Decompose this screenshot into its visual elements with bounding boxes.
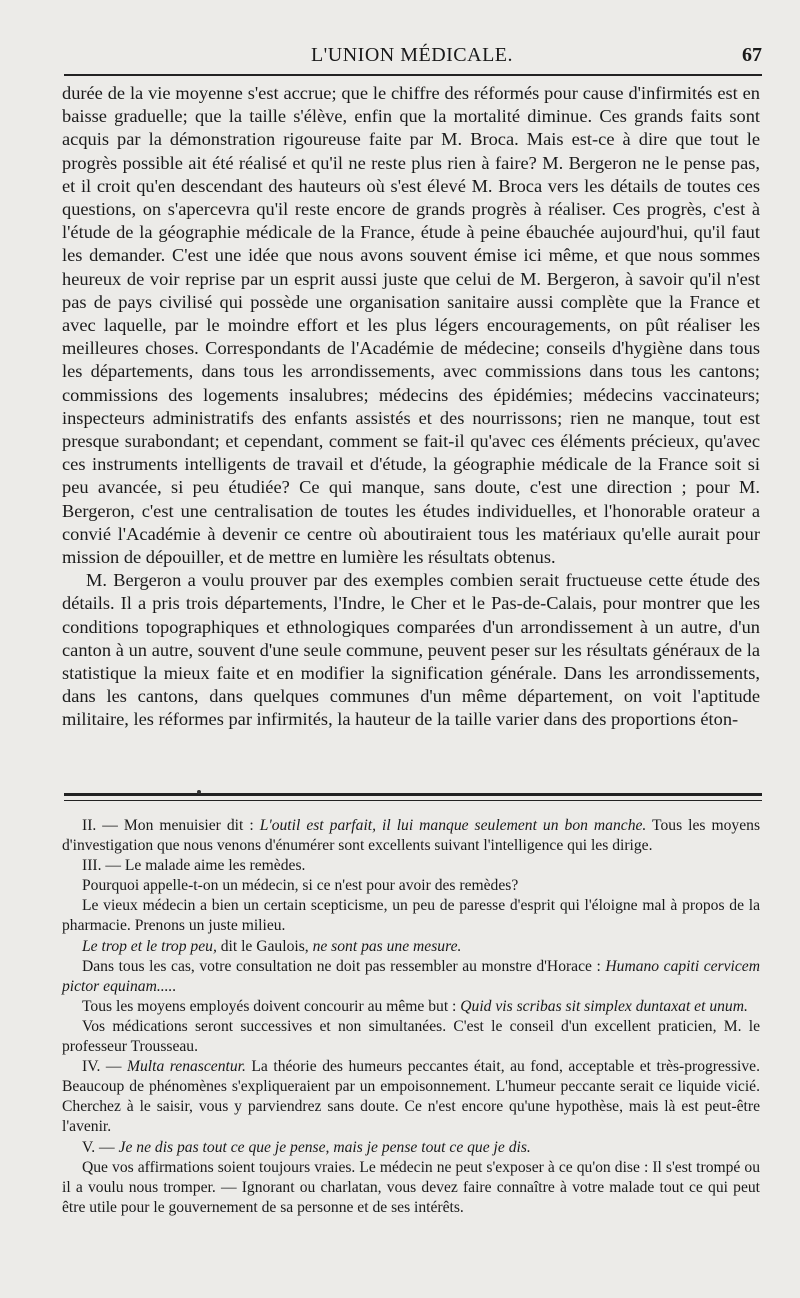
page-number: 67: [742, 44, 762, 66]
note-ii: II. — Mon menuisier dit : L'outil est parfait, il lui manque seulement un bon manche. Tous les moyens d'investigation que nous venons d'énumérer sont excellents suivant l'intelligence qui les dirige.: [62, 817, 761, 855]
note-trousseau: Vos médications seront successives et non simultanées. C'est le conseil d'un excellent praticien, M. le professeur Trousseau.: [62, 1017, 760, 1056]
paragraph-2: M. Bergeron a voulu prouver par des exemples combien serait fructueuse cette étude des détails. Il a pris trois départements, l'Indre, le Cher et le Pas-de-Calais, pour montrer que les conditions topographiques et ethnologiques comparées d'un arrondissement à un autre, d'un canton à un autre, souvent d'une seule commune, peuvent peser sur les résultats généraux de la statistique la mieux faite et en modifier la signification générale. Dans les arrondissements, dans les cantons, dans quelques communes d'un même département, on voit l'aptitude militaire, les réformes par infirmités, la hauteur de la taille varier dans des proportions éton-: [62, 570, 760, 730]
note-iii-question: Pourquoi appelle-t-on un médecin, si ce n'est pour avoir des remèdes?: [82, 877, 519, 895]
feuilleton-notes: [62, 816, 760, 1218]
note-horace: Dans tous les cas, votre consultation ne doit pas ressembler au monstre d'Horace : Humano capiti cervicem pictor equinam.....: [62, 957, 760, 995]
note-iv: IV. — Multa renascentur. La théorie des humeurs peccantes était, au fond, acceptable et très-progressive. Beaucoup de phénomènes s'expliqueraient par un empoisonnement. L'humeur peccante serait ce liquide vicié. Cherchez à le saisir, vous y parviendrez sans doute. Ce n'est encore qu'une hypothèse, mais là est peut-être l'avenir.: [62, 1058, 760, 1136]
note-quid-vis: Tous les moyens employés doivent concourir au même but : Quid vis scribas sit simplex duntaxat et unum.: [82, 997, 748, 1015]
note-gaulois: Le trop et le trop peu, dit le Gaulois, ne sont pas une mesure.: [82, 937, 462, 955]
main-text: [62, 82, 760, 732]
running-title: L'UNION MÉDICALE.: [310, 44, 514, 66]
page-header: [62, 40, 762, 70]
paragraph-1: durée de la vie moyenne s'est accrue; que le chiffre des réformés pour cause d'infirmités est en baisse graduelle; que la taille s'élève, enfin que la mortalité diminue. Ces grands faits sont acquis par la démonstration rigoureuse faite par M. Broca. Mais est-ce à dire que tout le progrès possible ait été réalisé et qu'il ne reste plus rien à faire? M. Bergeron ne le pense pas, et il croit qu'en descendant des hauteurs où s'est élevé M. Broca vers les détails de toutes ces questions, on s'apercevra qu'il reste encore de grands progrès à réaliser. Ces progrès, c'est à l'étude de la géographie médicale de la France, étude à peine ébauchée aujourd'hui, qu'il faut les demander. C'est une idée que nous avons souvent émise ici même, et que nous sommes heureux de voir reprise par un esprit aussi juste que celui de M. Bergeron, à savoir qu'il n'est pas de pays civilisé qui possède une organisation sanitaire aussi complète que la France et avec laquelle, par le moindre effort et les plus légers encouragements, on pût réaliser les meilleures choses. Correspondants de l'Académie de médecine; conseils d'hygiène dans tous les départements, dans tous les arrondissements, avec commissions dans tous les cantons; commissions des logements insalubres; médecins des épidémies; médecins vaccinateurs; inspecteurs administratifs des enfants assistés et des nourrissons; rien ne manque, tout est presque surabondant; et cependant, comment se fait-il qu'avec ces éléments précieux, qu'avec ces instruments intelligents de travail et d'étude, la géographie médicale de la France soit si peu avancée, si peu étudiée? Ce qui manque, sans doute, c'est une direction ; pour M. Bergeron, c'est une centralisation de toutes les études individuelles, et l'honorable orateur a convié l'Académie à devenir ce centre où aboutiraient tous les matériaux qu'elle aurait pour mission de dépouiller, et de mettre en lumière les résultats obtenus.: [62, 83, 760, 568]
note-v-body: Que vos affirmations soient toujours vraies. Le médecin ne peut s'exposer à ce qu'on dise : Il s'est trompé ou il a voulu nous tromper. — Ignorant ou charlatan, vous devez faire connaître à votre malade tout ce qui peut être utile pour le gouvernement de sa personne et de ses intérêts.: [62, 1158, 760, 1216]
footnote-separator: [64, 793, 762, 801]
header-rule: [64, 74, 762, 76]
separator-dot: [197, 790, 201, 794]
note-v: V. — Je ne dis pas tout ce que je pense, mais je pense tout ce que je dis.: [82, 1138, 531, 1156]
note-ii-quote: L'outil est parfait, il lui manque seulement un bon manche.: [259, 817, 647, 834]
note-iii: III. — Le malade aime les remèdes.: [82, 857, 306, 875]
note-iii-vieux-medecin: Le vieux médecin a bien un certain scepticisme, un peu de paresse d'esprit qui l'éloigne mal à propos de la pharmacie. Prenons un juste milieu.: [62, 897, 760, 935]
